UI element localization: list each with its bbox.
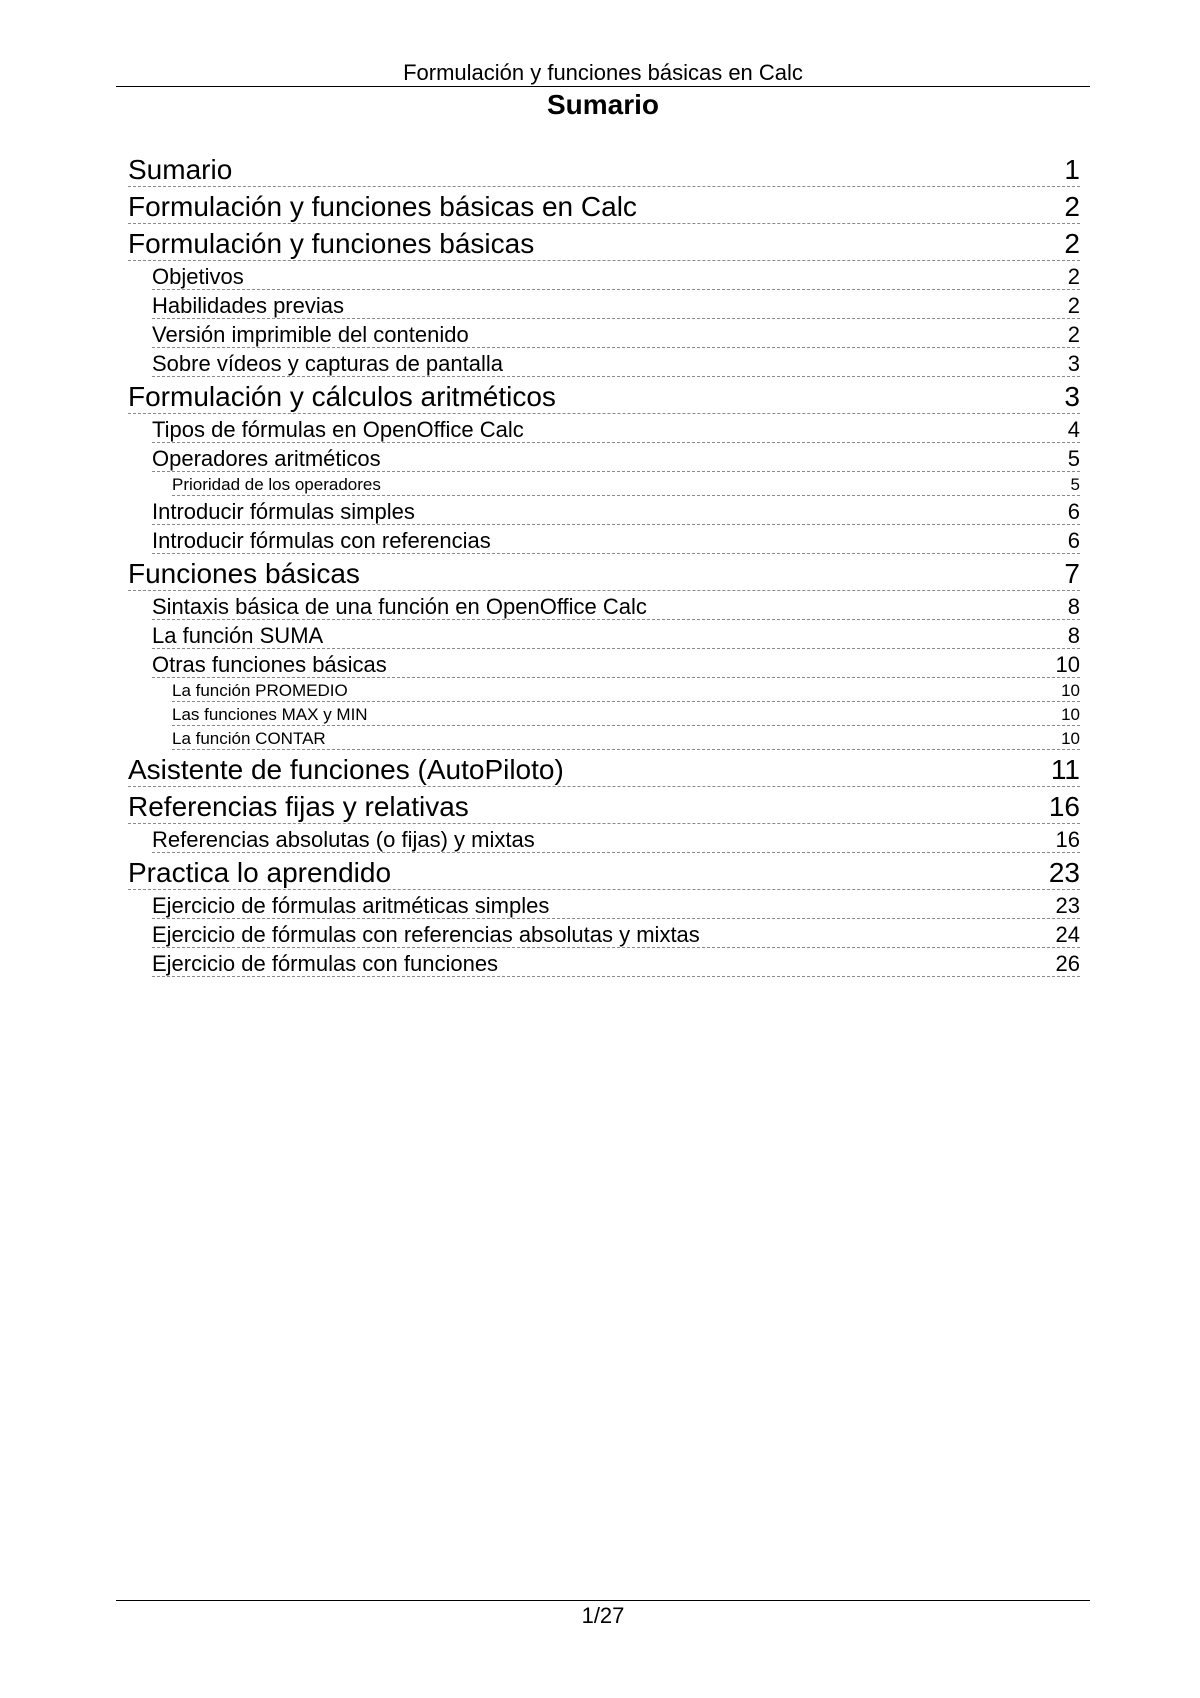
toc-entry-text: La función CONTAR xyxy=(172,729,326,748)
toc-entry-level-2[interactable] xyxy=(152,890,1080,919)
toc-entry-page-number: 6 xyxy=(1067,528,1080,553)
toc-entry-page-number: 6 xyxy=(1067,499,1080,524)
toc-entry-page-number: 2 xyxy=(1067,293,1080,318)
toc-entry-page-number: 3 xyxy=(1064,381,1080,412)
toc-entry-level-2[interactable] xyxy=(152,525,1080,554)
toc-entry-text: Ejercicio de fórmulas con referencias absolutas y mixtas xyxy=(152,922,700,947)
toc-entry-text: Funciones básicas xyxy=(128,558,360,589)
toc-entry-text: Sobre vídeos y capturas de pantalla xyxy=(152,351,504,376)
toc-entry-level-1[interactable] xyxy=(128,787,1080,824)
toc-entry-page-number: 23 xyxy=(1055,893,1080,918)
toc-entry-level-2[interactable] xyxy=(152,824,1080,853)
page-indicator: 1/27 xyxy=(116,1600,1090,1629)
toc-entry-level-1[interactable] xyxy=(128,750,1080,787)
toc-entry-level-2[interactable] xyxy=(152,414,1080,443)
toc-entry-page-number: 23 xyxy=(1048,857,1080,888)
running-header: Formulación y funciones básicas en Calc xyxy=(116,60,1090,87)
toc-entry-text: Ejercicio de fórmulas con funciones xyxy=(152,951,499,976)
toc-entry-page-number: 2 xyxy=(1067,264,1080,289)
toc-entry-level-2[interactable] xyxy=(152,496,1080,525)
toc-entry-text: Formulación y funciones básicas en Calc xyxy=(128,191,637,222)
toc-entry-page-number: 16 xyxy=(1048,791,1080,822)
toc-entry-text: Habilidades previas xyxy=(152,293,344,318)
toc-entry-text: Ejercicio de fórmulas aritméticas simples xyxy=(152,893,550,918)
toc-entry-level-1[interactable] xyxy=(128,377,1080,414)
toc-entry-page-number: 24 xyxy=(1055,922,1080,947)
toc-entry-page-number: 4 xyxy=(1067,417,1080,442)
toc-entry-level-3[interactable] xyxy=(172,702,1080,726)
toc-entry-page-number: 1 xyxy=(1064,154,1080,185)
toc-entry-text: Practica lo aprendido xyxy=(128,857,392,888)
toc-entry-level-2[interactable] xyxy=(152,319,1080,348)
toc-entry-page-number: 8 xyxy=(1067,594,1080,619)
toc-entry-level-1[interactable] xyxy=(128,853,1080,890)
toc-entry-page-number: 2 xyxy=(1064,191,1080,222)
toc-entry-text: Referencias absolutas (o fijas) y mixtas xyxy=(152,827,535,852)
toc-entry-level-3[interactable] xyxy=(172,472,1080,496)
toc-entry-level-2[interactable] xyxy=(152,261,1080,290)
toc-entry-page-number: 8 xyxy=(1067,623,1080,648)
toc-entry-text: Introducir fórmulas simples xyxy=(152,499,415,524)
toc-entry-text: Sumario xyxy=(128,154,233,185)
toc-entry-level-2[interactable] xyxy=(152,919,1080,948)
toc-entry-text: La función SUMA xyxy=(152,623,324,648)
toc-entry-text: Sintaxis básica de una función en OpenOffice Calc xyxy=(152,594,647,619)
toc-entry-text: Formulación y cálculos aritméticos xyxy=(128,381,556,412)
toc-entry-level-1[interactable] xyxy=(128,150,1080,187)
toc-entry-page-number: 16 xyxy=(1055,827,1080,852)
toc-entry-level-2[interactable] xyxy=(152,290,1080,319)
toc-entry-page-number: 5 xyxy=(1070,475,1080,494)
toc-entry-level-2[interactable] xyxy=(152,443,1080,472)
toc-entry-text: Objetivos xyxy=(152,264,244,289)
toc-entry-page-number: 10 xyxy=(1061,705,1080,724)
toc-entry-text: Versión imprimible del contenido xyxy=(152,322,469,347)
toc-entry-page-number: 3 xyxy=(1067,351,1080,376)
toc-title: Sumario xyxy=(546,89,660,120)
toc-entry-page-number: 7 xyxy=(1064,558,1080,589)
toc-entry-text: Asistente de funciones (AutoPiloto) xyxy=(128,754,564,785)
table-of-contents xyxy=(128,150,1080,977)
toc-entry-page-number: 10 xyxy=(1055,652,1080,677)
toc-entry-text: Referencias fijas y relativas xyxy=(128,791,469,822)
toc-entry-page-number: 10 xyxy=(1061,681,1080,700)
toc-entry-page-number: 5 xyxy=(1067,446,1080,471)
toc-entry-level-3[interactable] xyxy=(172,678,1080,702)
toc-entry-text: Tipos de fórmulas en OpenOffice Calc xyxy=(152,417,524,442)
toc-entry-level-3[interactable] xyxy=(172,726,1080,750)
toc-entry-page-number: 10 xyxy=(1061,729,1080,748)
toc-entry-level-2[interactable] xyxy=(152,348,1080,377)
toc-entry-page-number: 11 xyxy=(1050,754,1080,785)
toc-entry-level-2[interactable] xyxy=(152,591,1080,620)
toc-entry-page-number: 2 xyxy=(1064,228,1080,259)
toc-entry-text: La función PROMEDIO xyxy=(172,681,348,700)
toc-entry-level-2[interactable] xyxy=(152,948,1080,977)
toc-entry-text: Formulación y funciones básicas xyxy=(128,228,535,259)
toc-entry-text: Las funciones MAX y MIN xyxy=(172,705,368,724)
toc-entry-level-2[interactable] xyxy=(152,649,1080,678)
toc-entry-level-1[interactable] xyxy=(128,554,1080,591)
toc-entry-text: Operadores aritméticos xyxy=(152,446,381,471)
toc-entry-text: Introducir fórmulas con referencias xyxy=(152,528,491,553)
toc-entry-text: Prioridad de los operadores xyxy=(172,475,381,494)
toc-entry-page-number: 26 xyxy=(1055,951,1080,976)
toc-entry-level-1[interactable] xyxy=(128,187,1080,224)
toc-entry-text: Otras funciones básicas xyxy=(152,652,387,677)
toc-entry-page-number: 2 xyxy=(1067,322,1080,347)
toc-entry-level-2[interactable] xyxy=(152,620,1080,649)
toc-entry-level-1[interactable] xyxy=(128,224,1080,261)
